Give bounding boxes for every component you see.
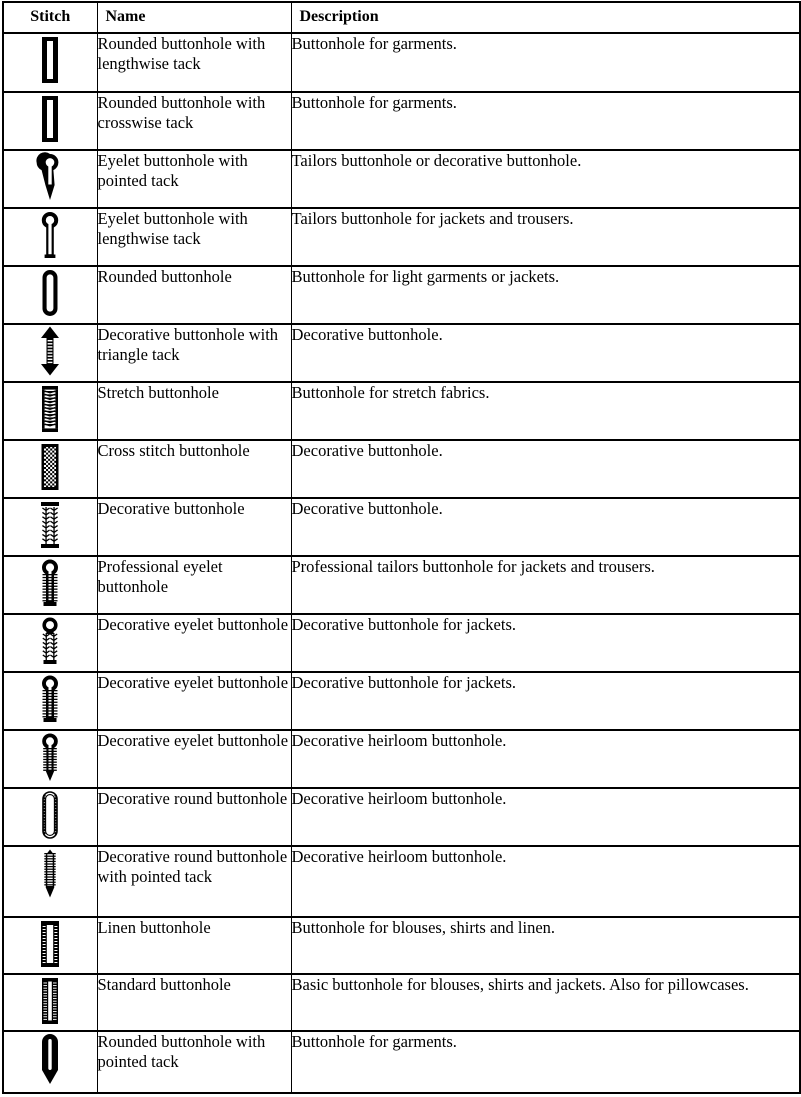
table-row (3, 974, 800, 1031)
stitch-name-cell: Rounded buttonhole with lengthwise tack (97, 33, 291, 92)
stitch-cell (3, 788, 97, 846)
stitch-description-cell: Decorative buttonhole. (291, 324, 800, 382)
header-row (3, 2, 800, 33)
stitch-description-cell: Decorative buttonhole. (291, 498, 800, 556)
eyelet-buttonhole-lengthwise-tack-icon (4, 209, 97, 263)
table-row (3, 730, 800, 788)
stitch-cell (3, 846, 97, 917)
table-body (3, 33, 800, 1093)
table-row (3, 440, 800, 498)
stitch-name-cell: Rounded buttonhole (97, 266, 291, 324)
stitch-name-cell: Decorative eyelet buttonhole (97, 672, 291, 730)
stitch-name-cell: Decorative buttonhole (97, 498, 291, 556)
table-row (3, 788, 800, 846)
stitch-cell (3, 440, 97, 498)
decorative-round-buttonhole-icon (4, 789, 97, 843)
stitch-cell (3, 556, 97, 614)
stitch-cell (3, 730, 97, 788)
stitch-description-cell: Decorative heirloom buttonhole. (291, 788, 800, 846)
stitch-name-cell: Decorative round buttonhole with pointed tack (97, 846, 291, 917)
stitch-name-cell: Decorative eyelet buttonhole (97, 730, 291, 788)
stitch-description-cell: Buttonhole for stretch fabrics. (291, 382, 800, 440)
stitch-description-cell: Decorative buttonhole for jackets. (291, 614, 800, 672)
stitch-description-cell: Basic buttonhole for blouses, shirts and jackets. Also for pillowcases. (291, 974, 800, 1031)
table-row (3, 614, 800, 672)
decorative-buttonhole-icon (4, 499, 97, 553)
table-row (3, 556, 800, 614)
stitch-description-cell: Buttonhole for garments. (291, 1031, 800, 1093)
decorative-round-buttonhole-pointed-tack-icon (4, 847, 97, 901)
stretch-buttonhole-icon (4, 383, 97, 437)
decorative-eyelet-buttonhole-icon-3 (4, 731, 97, 785)
stitch-description-cell: Buttonhole for light garments or jackets. (291, 266, 800, 324)
stitch-name-cell: Rounded buttonhole with pointed tack (97, 1031, 291, 1093)
stitch-cell (3, 1031, 97, 1093)
rounded-buttonhole-pointed-tack-icon (4, 1032, 97, 1086)
stitch-reference-table (2, 1, 801, 1094)
stitch-name-cell: Eyelet buttonhole with pointed tack (97, 150, 291, 208)
rounded-buttonhole-crosswise-tack-icon (4, 93, 97, 147)
stitch-cell (3, 917, 97, 974)
stitch-cell (3, 498, 97, 556)
stitch-description-cell: Decorative buttonhole. (291, 440, 800, 498)
stitch-description-cell: Professional tailors buttonhole for jackets and trousers. (291, 556, 800, 614)
stitch-description-cell: Decorative buttonhole for jackets. (291, 672, 800, 730)
stitch-cell (3, 208, 97, 266)
column-header-stitch: Stitch (3, 2, 97, 33)
stitch-name-cell: Eyelet buttonhole with lengthwise tack (97, 208, 291, 266)
table-row (3, 672, 800, 730)
table-row (3, 266, 800, 324)
table-header (3, 2, 800, 33)
stitch-cell (3, 150, 97, 208)
stitch-description-cell: Buttonhole for blouses, shirts and linen. (291, 917, 800, 974)
rounded-buttonhole-lengthwise-tack-icon (4, 34, 97, 88)
stitch-description-cell: Tailors buttonhole for jackets and trousers. (291, 208, 800, 266)
stitch-name-cell: Decorative eyelet buttonhole (97, 614, 291, 672)
column-header-name: Name (97, 2, 291, 33)
table-row (3, 150, 800, 208)
stitch-name-cell: Decorative round buttonhole (97, 788, 291, 846)
table-row (3, 382, 800, 440)
stitch-name-cell: Rounded buttonhole with crosswise tack (97, 92, 291, 150)
table-row (3, 92, 800, 150)
eyelet-buttonhole-pointed-tack-icon (4, 151, 97, 205)
stitch-description-cell: Buttonhole for garments. (291, 33, 800, 92)
standard-buttonhole-icon (4, 975, 97, 1029)
table-row (3, 208, 800, 266)
stitch-cell (3, 672, 97, 730)
stitch-cell (3, 33, 97, 92)
stitch-name-cell: Stretch buttonhole (97, 382, 291, 440)
stitch-name-cell: Linen buttonhole (97, 917, 291, 974)
stitch-cell (3, 974, 97, 1031)
stitch-description-cell: Decorative heirloom buttonhole. (291, 846, 800, 917)
table-row (3, 917, 800, 974)
stitch-cell (3, 614, 97, 672)
stitch-description-cell: Buttonhole for garments. (291, 92, 800, 150)
stitch-cell (3, 266, 97, 324)
table-row (3, 1031, 800, 1093)
stitch-description-cell: Decorative heirloom buttonhole. (291, 730, 800, 788)
column-header-description: Description (291, 2, 800, 33)
table-row (3, 33, 800, 92)
table-row (3, 846, 800, 917)
decorative-eyelet-buttonhole-icon-2 (4, 673, 97, 727)
table-row (3, 498, 800, 556)
stitch-name-cell: Cross stitch buttonhole (97, 440, 291, 498)
stitch-name-cell: Decorative buttonhole with triangle tack (97, 324, 291, 382)
decorative-buttonhole-triangle-tack-icon (4, 325, 97, 379)
stitch-cell (3, 324, 97, 382)
stitch-name-cell: Professional eyelet buttonhole (97, 556, 291, 614)
stitch-cell (3, 382, 97, 440)
stitch-cell (3, 92, 97, 150)
table-row (3, 324, 800, 382)
cross-stitch-buttonhole-icon (4, 441, 97, 495)
stitch-description-cell: Tailors buttonhole or decorative buttonhole. (291, 150, 800, 208)
linen-buttonhole-icon (4, 918, 97, 972)
rounded-buttonhole-icon (4, 267, 97, 321)
professional-eyelet-buttonhole-icon (4, 557, 97, 611)
stitch-name-cell: Standard buttonhole (97, 974, 291, 1031)
decorative-eyelet-buttonhole-icon-1 (4, 615, 97, 669)
